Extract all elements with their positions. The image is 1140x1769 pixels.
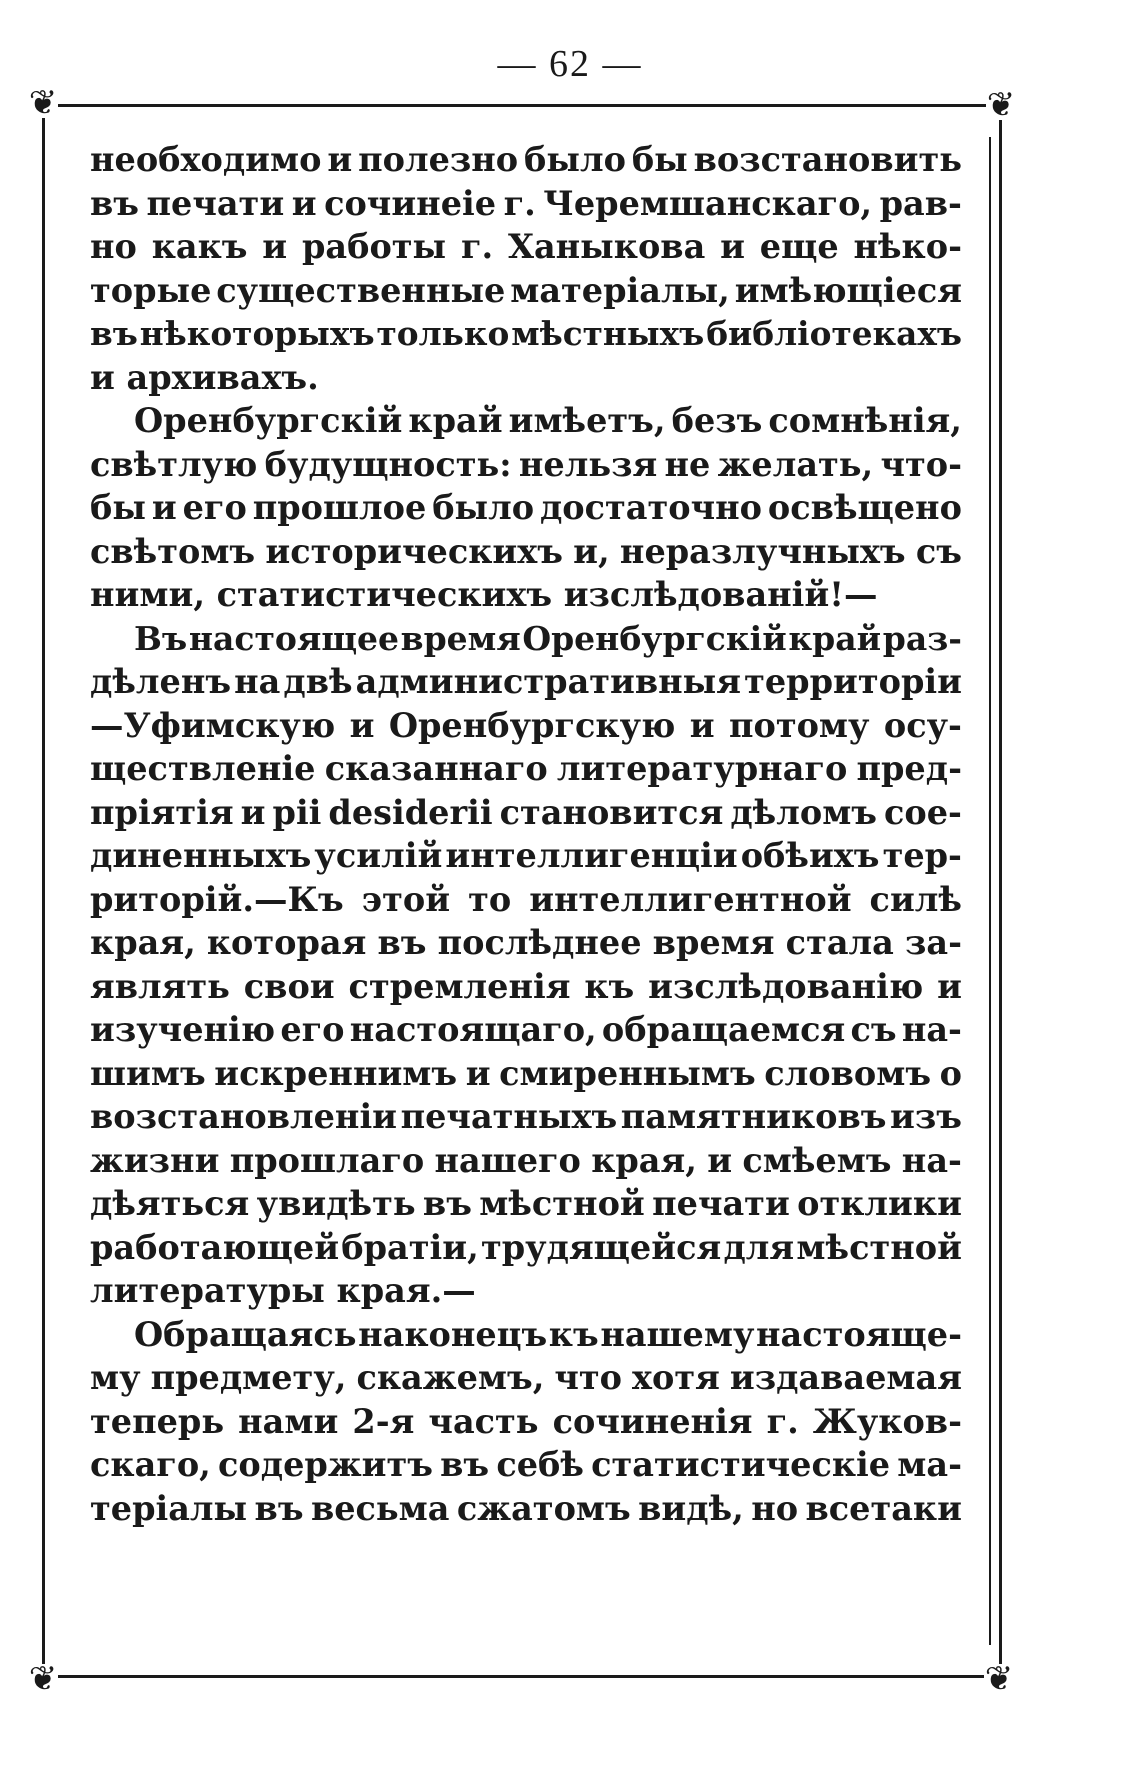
word: на bbox=[234, 662, 281, 701]
word: шимъ bbox=[90, 1053, 206, 1093]
word: но bbox=[751, 1488, 799, 1528]
text-line bbox=[90, 1313, 962, 1357]
word: сочиненія bbox=[552, 1401, 753, 1441]
word: этой bbox=[361, 879, 451, 919]
word: жизни bbox=[90, 1140, 220, 1180]
word: часть bbox=[428, 1401, 539, 1441]
word: печатныхъ bbox=[400, 1097, 618, 1136]
corner-ornament-icon: ❦ bbox=[28, 1659, 58, 1699]
word: становится bbox=[499, 792, 724, 832]
word: сказаннаго bbox=[324, 749, 548, 788]
word: и bbox=[291, 183, 317, 223]
text-line bbox=[90, 617, 962, 661]
word: наконецъ bbox=[358, 1314, 548, 1354]
word: предмету, bbox=[150, 1358, 347, 1397]
text-line bbox=[90, 834, 962, 878]
word: риторій.—Къ bbox=[90, 879, 344, 919]
word: сое- bbox=[884, 792, 962, 832]
word: достаточно bbox=[539, 488, 763, 527]
word: г. bbox=[766, 1401, 799, 1441]
word: свѣтомъ bbox=[90, 531, 256, 571]
word: нѣкоторыхъ bbox=[139, 314, 375, 353]
word: полезно bbox=[358, 140, 519, 179]
word: Обращаясь bbox=[134, 1314, 357, 1354]
text-line bbox=[90, 1052, 962, 1096]
word: интеллигенціи bbox=[445, 836, 738, 875]
word: настоящее bbox=[188, 618, 400, 658]
word: въ bbox=[254, 1488, 304, 1528]
word: свои bbox=[243, 966, 335, 1006]
word: съ bbox=[915, 531, 962, 571]
text-line: и архивахъ. bbox=[90, 357, 319, 397]
word: дѣяться bbox=[90, 1184, 250, 1223]
word: тер- bbox=[882, 836, 962, 875]
word: но bbox=[90, 227, 137, 266]
word: весьма bbox=[310, 1488, 450, 1528]
word: его bbox=[280, 1010, 345, 1049]
word: въ bbox=[440, 1445, 490, 1484]
word: теріалы bbox=[90, 1488, 248, 1528]
word: освѣщено bbox=[767, 488, 962, 527]
word: скажемъ, bbox=[356, 1358, 545, 1397]
word: настоящаго, bbox=[349, 1010, 597, 1049]
text-line bbox=[90, 878, 962, 922]
word: еще bbox=[759, 227, 839, 266]
word: было bbox=[432, 488, 535, 527]
word: изученію bbox=[90, 1010, 276, 1049]
word: —Уфимскую bbox=[90, 705, 336, 745]
text-line bbox=[90, 747, 962, 791]
text-line bbox=[90, 1356, 962, 1400]
word: края, bbox=[90, 923, 196, 962]
word: въ bbox=[377, 923, 427, 962]
word: желать, bbox=[717, 444, 874, 484]
word: къ bbox=[584, 966, 635, 1006]
word: съ bbox=[850, 1010, 897, 1049]
word: являть bbox=[90, 966, 230, 1006]
word: нельзя bbox=[518, 444, 658, 484]
word: и bbox=[151, 488, 177, 527]
word: время bbox=[400, 618, 521, 658]
word: сжатомъ bbox=[456, 1488, 631, 1528]
word: и bbox=[240, 792, 266, 832]
word: desiderii bbox=[328, 792, 493, 832]
word: изслѣдованію bbox=[648, 966, 924, 1006]
word: библіотекахъ bbox=[706, 314, 962, 353]
word: изъ bbox=[890, 1097, 962, 1136]
word: мѣстныхъ bbox=[511, 314, 705, 353]
word: и bbox=[937, 966, 962, 1006]
word: г. bbox=[503, 183, 536, 223]
word: и bbox=[465, 1053, 491, 1093]
word: работы bbox=[301, 227, 447, 266]
word: нашему bbox=[600, 1314, 755, 1354]
word: трудящейся bbox=[480, 1227, 722, 1267]
frame-inner-rule bbox=[989, 137, 991, 1645]
word: ществленіе bbox=[90, 749, 316, 788]
word: возстановить bbox=[693, 140, 962, 179]
text-line bbox=[90, 530, 962, 574]
word: и bbox=[689, 705, 715, 745]
word: Жуков- bbox=[812, 1401, 962, 1441]
word: стремленія bbox=[348, 966, 571, 1006]
paragraph bbox=[90, 138, 962, 399]
text-line bbox=[90, 138, 962, 182]
word: теперь bbox=[90, 1401, 225, 1441]
text-line bbox=[90, 1443, 962, 1487]
corner-ornament-icon: ❦ bbox=[986, 85, 1016, 125]
word: имѣетъ, bbox=[508, 401, 666, 440]
word: себѣ bbox=[496, 1445, 584, 1484]
word: существенные bbox=[216, 270, 506, 310]
word: видѣ, bbox=[638, 1488, 744, 1528]
text-line bbox=[90, 921, 962, 965]
word: настояще- bbox=[756, 1314, 962, 1354]
word: 2-я bbox=[352, 1401, 415, 1441]
word: интеллигентной bbox=[529, 879, 852, 919]
text-line bbox=[90, 486, 962, 530]
word: нами bbox=[238, 1401, 339, 1441]
word: возстановленіи bbox=[90, 1097, 398, 1136]
word: Оренбургскую bbox=[388, 705, 676, 745]
word: ма- bbox=[897, 1445, 962, 1484]
word: было bbox=[524, 140, 626, 179]
word: статистическіе bbox=[591, 1445, 891, 1484]
word: двѣ bbox=[283, 662, 353, 701]
word: Оренбургскій bbox=[522, 618, 787, 658]
text-line bbox=[90, 1008, 962, 1052]
word: то bbox=[468, 879, 512, 919]
text-line bbox=[90, 269, 962, 313]
word: диненныхъ bbox=[90, 836, 312, 875]
word: которая bbox=[206, 923, 367, 962]
word: территоріи bbox=[744, 662, 962, 701]
word: смиреннымъ bbox=[499, 1053, 756, 1093]
word: братіи, bbox=[341, 1227, 479, 1267]
word: нѣко- bbox=[853, 227, 962, 266]
paragraph bbox=[90, 617, 962, 1313]
word: г. bbox=[460, 227, 494, 266]
word: pii bbox=[272, 792, 322, 832]
word: прошлое bbox=[252, 488, 427, 527]
word: что bbox=[554, 1358, 622, 1397]
paragraph bbox=[90, 399, 962, 617]
word: на- bbox=[901, 1010, 962, 1049]
word: отклики bbox=[797, 1184, 962, 1223]
word: матеріалы, bbox=[510, 270, 730, 310]
word: Въ bbox=[134, 618, 188, 658]
word: необходимо bbox=[90, 140, 322, 179]
word: время bbox=[652, 923, 775, 962]
corner-ornament-icon: ❦ bbox=[984, 1659, 1014, 1699]
text-line: ними, статистическихъ изслѣдованій!— bbox=[90, 575, 878, 614]
word: усилій bbox=[314, 836, 443, 875]
word: о bbox=[939, 1053, 962, 1093]
text-line bbox=[90, 1182, 962, 1226]
word: бы bbox=[631, 140, 688, 179]
word: смѣемъ bbox=[742, 1140, 892, 1180]
word: въ bbox=[90, 314, 138, 353]
word: и bbox=[262, 227, 288, 266]
word: литературнаго bbox=[556, 749, 848, 788]
word: за- bbox=[905, 923, 962, 962]
text-line: литературы края.— bbox=[90, 1271, 476, 1310]
word: скаго, bbox=[90, 1445, 211, 1484]
word: сомнѣнія, bbox=[768, 401, 962, 440]
word: Оренбургскій bbox=[134, 401, 403, 440]
word: мѣстной bbox=[796, 1227, 962, 1267]
word: и bbox=[327, 140, 353, 179]
word: для bbox=[723, 1227, 795, 1267]
word: рав- bbox=[879, 183, 962, 223]
word: пред- bbox=[856, 749, 962, 788]
word: обращаемся bbox=[601, 1010, 846, 1049]
word: торые bbox=[90, 270, 212, 310]
body-text bbox=[90, 138, 962, 1530]
text-line bbox=[90, 182, 962, 226]
text-line bbox=[90, 399, 962, 443]
word: на- bbox=[901, 1140, 962, 1180]
word: дѣленъ bbox=[90, 662, 232, 701]
word: хотя bbox=[632, 1358, 720, 1397]
word: печати bbox=[146, 183, 285, 223]
paragraph bbox=[90, 1313, 962, 1531]
word: и, bbox=[573, 531, 610, 571]
word: силѣ bbox=[869, 879, 962, 919]
text-line bbox=[90, 965, 962, 1009]
word: и bbox=[720, 227, 745, 266]
word: и bbox=[349, 705, 375, 745]
word: бы bbox=[90, 488, 146, 527]
text-line bbox=[90, 312, 962, 356]
text-line bbox=[90, 1487, 962, 1531]
word: всетаки bbox=[805, 1488, 962, 1528]
word: работающей bbox=[90, 1227, 340, 1267]
word: Черемшанскаго, bbox=[543, 183, 873, 223]
corner-ornament-icon: ❦ bbox=[28, 83, 58, 123]
word: му bbox=[90, 1358, 141, 1397]
word: будущность: bbox=[264, 444, 512, 484]
word: раз- bbox=[882, 618, 962, 658]
word: обѣихъ bbox=[740, 836, 880, 875]
word: дѣломъ bbox=[730, 792, 877, 832]
text-line bbox=[90, 660, 962, 704]
word: стала bbox=[785, 923, 894, 962]
text-line bbox=[90, 1400, 962, 1444]
word: историческихъ bbox=[265, 531, 563, 571]
word: сочинеіе bbox=[324, 183, 497, 223]
text-line bbox=[90, 1226, 962, 1270]
word: какъ bbox=[151, 227, 248, 266]
word: что- bbox=[880, 444, 962, 484]
word: неразлучныхъ bbox=[619, 531, 906, 571]
word: и bbox=[707, 1140, 733, 1180]
word: его bbox=[182, 488, 247, 527]
word: къ bbox=[548, 1314, 599, 1354]
text-line bbox=[90, 1095, 962, 1139]
word: искреннимъ bbox=[214, 1053, 458, 1093]
word: осу- bbox=[883, 705, 962, 745]
text-line bbox=[90, 1139, 962, 1183]
word: не bbox=[664, 444, 711, 484]
word: словомъ bbox=[764, 1053, 932, 1093]
word: памятниковъ bbox=[620, 1097, 887, 1136]
word: въ bbox=[422, 1184, 472, 1223]
word: потому bbox=[728, 705, 870, 745]
word: печати bbox=[652, 1184, 790, 1223]
text-line bbox=[90, 443, 962, 487]
word: административныя bbox=[355, 662, 742, 701]
word: Ханыкова bbox=[507, 227, 706, 266]
page-number: — 62 — bbox=[497, 43, 643, 85]
word: въ bbox=[90, 183, 139, 223]
text-line bbox=[90, 791, 962, 835]
text-line bbox=[90, 225, 962, 269]
word: увидѣть bbox=[256, 1184, 416, 1223]
word: только bbox=[376, 314, 510, 353]
word: край bbox=[788, 618, 882, 658]
word: нашего bbox=[434, 1140, 581, 1180]
word: свѣтлую bbox=[90, 444, 258, 484]
word: содержитъ bbox=[218, 1445, 433, 1484]
word: послѣднее bbox=[437, 923, 642, 962]
word: мѣстной bbox=[479, 1184, 645, 1223]
text-line bbox=[90, 704, 962, 748]
word: имѣющіеся bbox=[734, 270, 962, 310]
word: издаваемая bbox=[729, 1358, 962, 1397]
word: край bbox=[408, 401, 503, 440]
word: пріятія bbox=[90, 792, 234, 832]
word: безъ bbox=[671, 401, 763, 440]
word: прошлаго bbox=[229, 1140, 425, 1180]
word: края, bbox=[591, 1140, 697, 1180]
